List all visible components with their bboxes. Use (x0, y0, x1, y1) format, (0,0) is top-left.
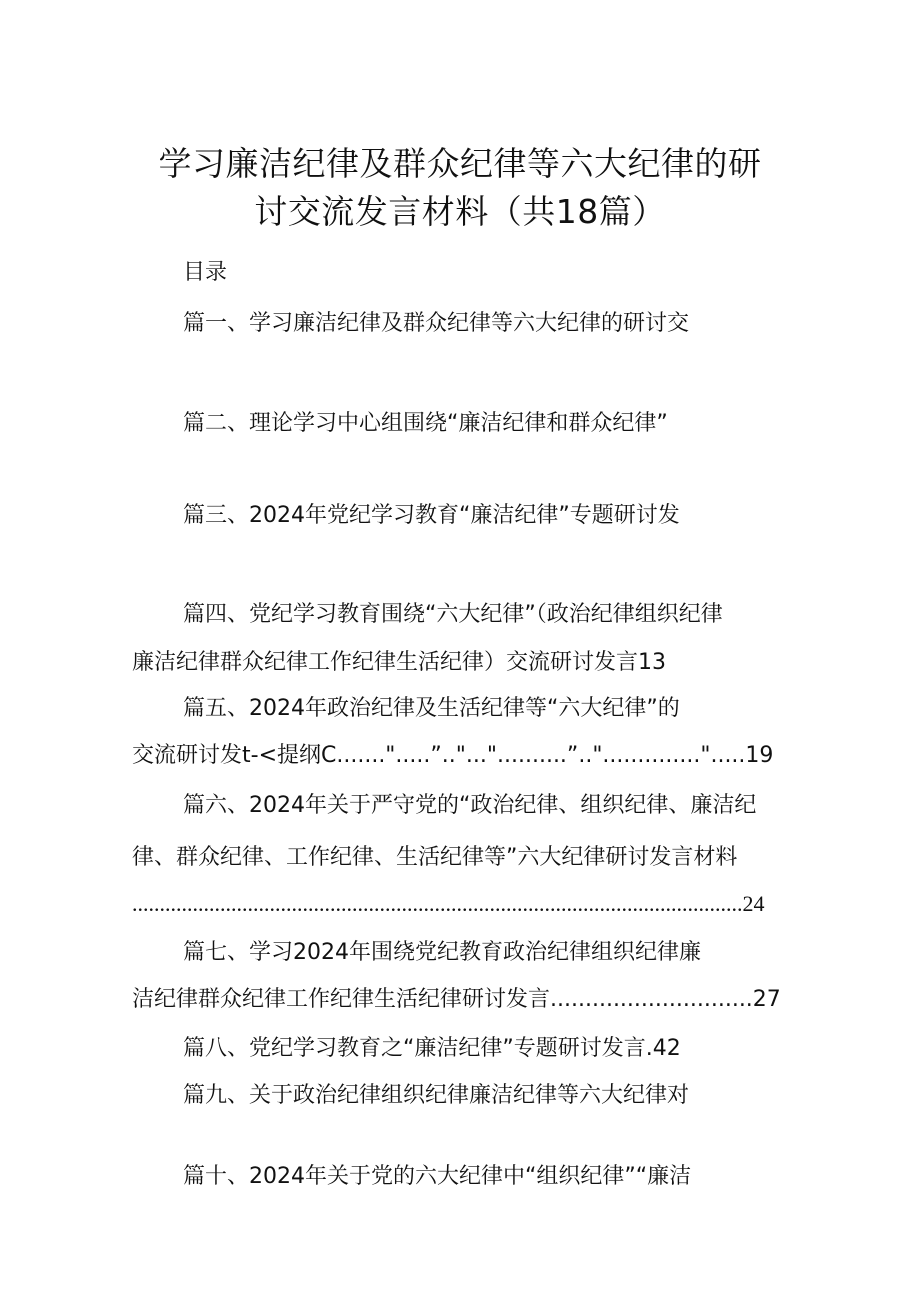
toc-entry-7-line-2[interactable]: 洁纪律群众纪律工作纪律生活纪律研讨发言.............................27 (132, 987, 781, 1012)
toc-entry-10[interactable]: 篇十、2024年关于党的六大纪律中“组织纪律”“廉洁 (183, 1164, 692, 1189)
toc-entry-5-line-1[interactable]: 篇五、2024年政治纪律及生活纪律等“六大纪律”的 (183, 696, 680, 721)
toc-entry-1[interactable]: 篇一、学习廉洁纪律及群众纪律等六大纪律的研讨交 (183, 311, 690, 336)
toc-entry-4-line-1[interactable]: 篇四、党纪学习教育围绕“六大纪律”（政治纪律组织纪律 (183, 602, 723, 627)
toc-entry-2[interactable]: 篇二、理论学习中心组围绕“廉洁纪律和群众纪律” (183, 411, 668, 436)
document-title-line-1: 学习廉洁纪律及群众纪律等六大纪律的研 (158, 144, 762, 183)
toc-entry-5-line-2[interactable]: 交流研讨发t-<提纲C.......".....”.."..."..........”.."..............".....19 (132, 743, 774, 768)
toc-entry-8[interactable]: 篇八、党纪学习教育之“廉洁纪律”专题研讨发言.42 (183, 1036, 681, 1061)
toc-entry-6-leader-dots[interactable]: ...............................................................................................................24 (132, 891, 765, 916)
toc-entry-3[interactable]: 篇三、2024年党纪学习教育“廉洁纪律”专题研讨发 (183, 503, 680, 528)
toc-entry-4-line-2[interactable]: 廉洁纪律群众纪律工作纪律生活纪律）交流研讨发言13 (132, 650, 666, 675)
toc-entry-6-line-1[interactable]: 篇六、2024年关于严守党的“政治纪律、组织纪律、廉洁纪 (183, 793, 757, 818)
toc-entry-7-line-1[interactable]: 篇七、学习2024年围绕党纪教育政治纪律组织纪律廉 (183, 940, 701, 965)
toc-entry-6-line-2[interactable]: 律、群众纪律、工作纪律、生活纪律等”六大纪律研讨发言材料 (132, 845, 738, 870)
toc-entry-9[interactable]: 篇九、关于政治纪律组织纪律廉洁纪律等六大纪律对 (183, 1083, 690, 1108)
toc-heading: 目录 (183, 260, 228, 285)
document-title-line-2: 讨交流发言材料（共18篇） (254, 192, 666, 231)
